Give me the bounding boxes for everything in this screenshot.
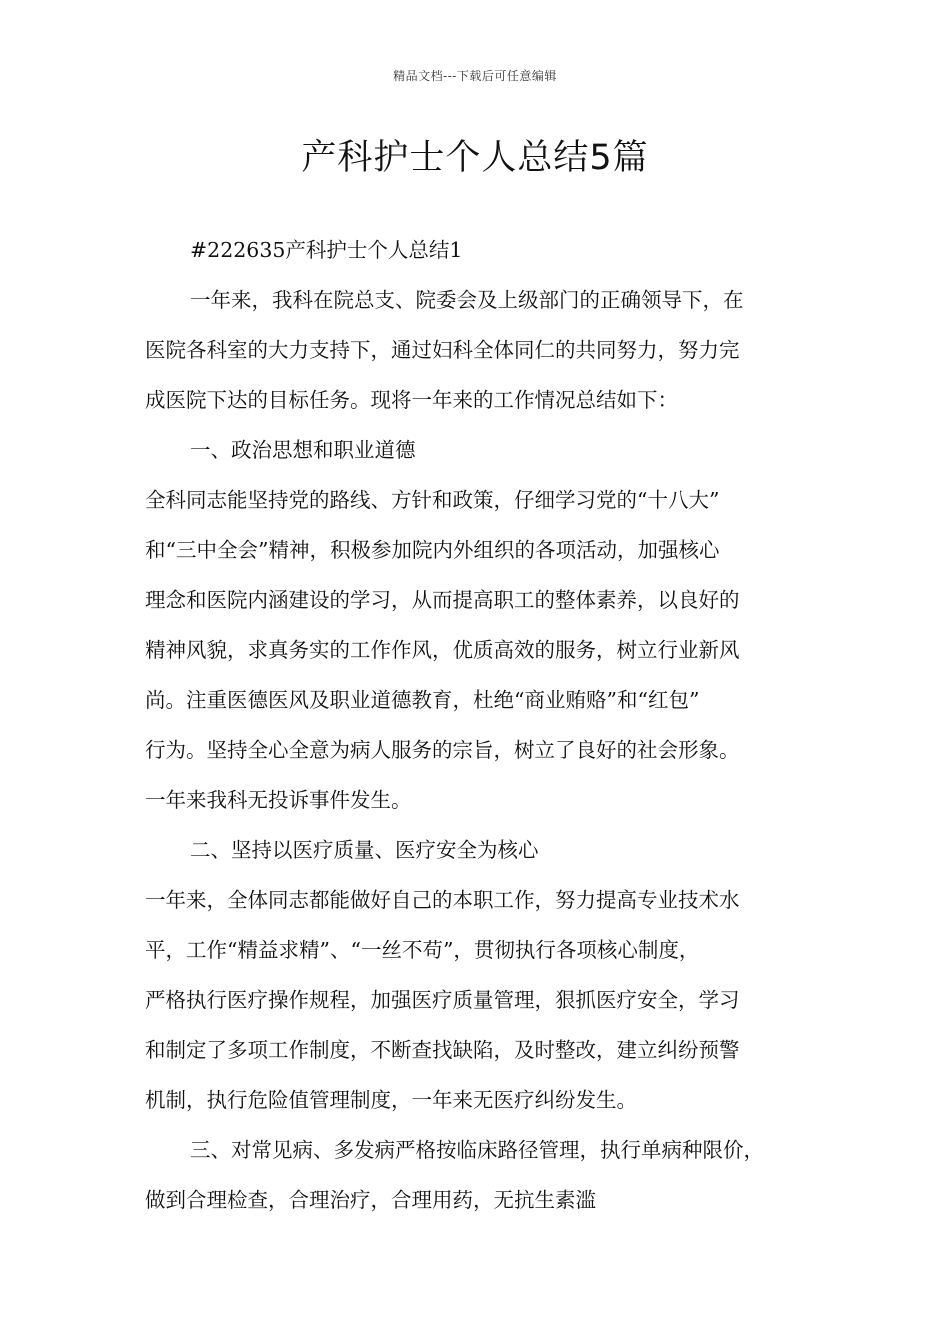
- body-line: 和制定了多项工作制度，不断查找缺陷，及时整改，建立纠纷预警: [145, 1038, 740, 1062]
- body-line: 一年来，我科在院总支、院委会及上级部门的正确领导下，在: [190, 288, 744, 312]
- section-heading: 二、坚持以医疗质量、医疗安全为核心: [190, 838, 539, 862]
- body-line: 平，工作“精益求精”、“一丝不苟”，贯彻执行各项核心制度，: [145, 938, 700, 962]
- document-body: [145, 232, 825, 1232]
- body-line: 精神风貌，求真务实的工作作风，优质高效的服务，树立行业新风: [145, 638, 740, 662]
- body-line: 成医院下达的目标任务。现将一年来的工作情况总结如下：: [145, 388, 678, 412]
- body-line: 和“三中全会”精神，积极参加院内外组织的各项活动，加强核心: [145, 538, 720, 562]
- body-line: 做到合理检查，合理治疗，合理用药，无抗生素滥: [145, 1188, 596, 1212]
- body-line: 一年来我科无投诉事件发生。: [145, 788, 412, 812]
- section-heading: 一、政治思想和职业道德: [190, 438, 416, 462]
- body-line: 机制，执行危险值管理制度，一年来无医疗纠纷发生。: [145, 1088, 637, 1112]
- section-heading: 三、对常见病、多发病严格按临床路径管理，执行单病种限价，: [190, 1138, 764, 1162]
- body-line: 一年来，全体同志都能做好自己的本职工作，努力提高专业技术水: [145, 888, 740, 912]
- body-line: 尚。注重医德医风及职业道德教育，杜绝“商业贿赂”和“红包”: [145, 688, 700, 712]
- document-title: 产科护士个人总结5篇: [301, 138, 649, 178]
- body-line: 全科同志能坚持党的路线、方针和政策，仔细学习党的“十八大”: [145, 488, 720, 512]
- body-line: 医院各科室的大力支持下，通过妇科全体同仁的共同努力，努力完: [145, 338, 740, 362]
- body-line: 理念和医院内涵建设的学习，从而提高职工的整体素养，以良好的: [145, 588, 740, 612]
- body-line: 严格执行医疗操作规程，加强医疗质量管理，狠抓医疗安全，学习: [145, 988, 740, 1012]
- body-line: 行为。坚持全心全意为病人服务的宗旨，树立了良好的社会形象。: [145, 738, 740, 762]
- body-line: #222635产科护士个人总结1: [190, 238, 463, 262]
- header-note: 精品文档---下载后可任意编辑: [393, 69, 557, 83]
